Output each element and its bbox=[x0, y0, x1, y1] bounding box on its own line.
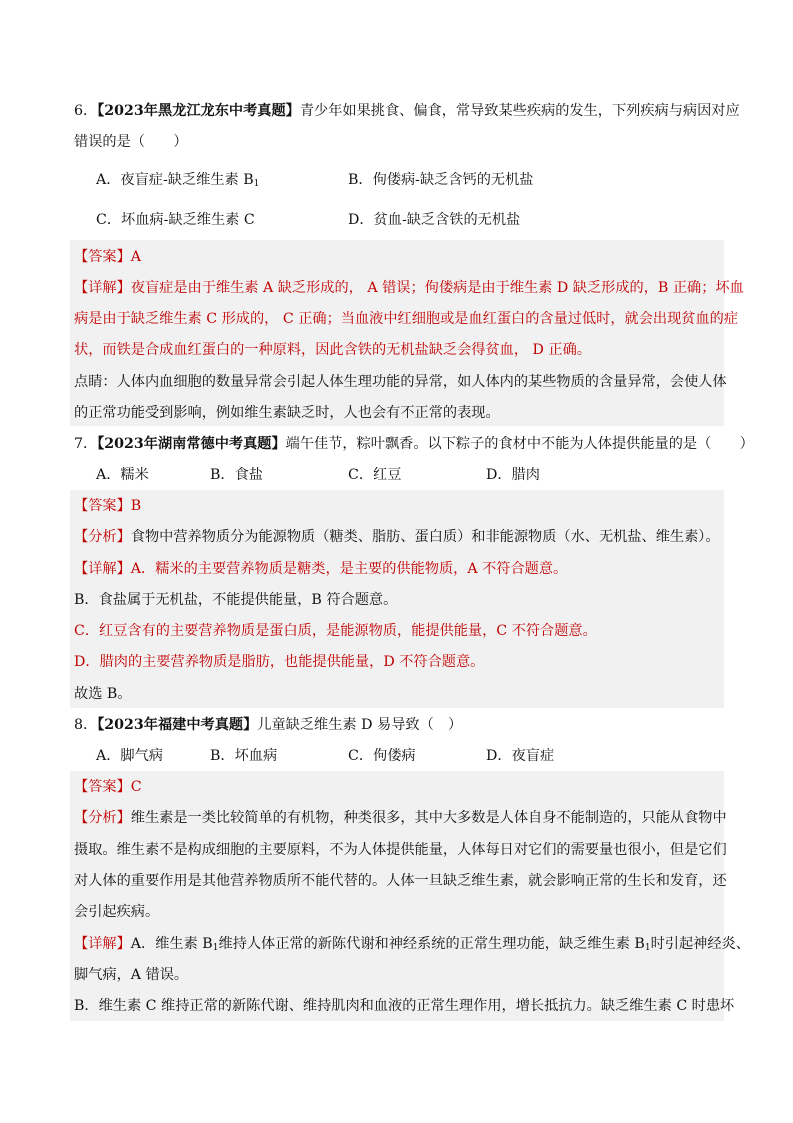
q7-conclusion: 故选 B。 bbox=[74, 686, 132, 702]
q8-analysis-1: 【分析】维生素是一类比较简单的有机物，种类很多，其中大多数是人体自身不能制造的，只能从食物中 bbox=[74, 810, 727, 826]
q8-option-c: C．佝偻病 bbox=[348, 748, 416, 764]
q6-stem-line-1 bbox=[74, 102, 740, 120]
q7-option-c: C．红豆 bbox=[348, 467, 402, 483]
q8-option-b: B．坏血病 bbox=[210, 748, 278, 764]
q7-detail-d: D．腊肉的主要营养物质是脂肪，也能提供能量，D 不符合题意。 bbox=[74, 654, 485, 670]
q7-option-b: B．食盐 bbox=[210, 467, 263, 483]
q8-answer: 【答案】C bbox=[74, 779, 142, 795]
q7-detail-c: C．红豆含有的主要营养物质是蛋白质，是能源物质，能提供能量，C 不符合题意。 bbox=[74, 623, 597, 639]
q8-detail-a-2: 脚气病，A 错误。 bbox=[74, 967, 189, 983]
q8-analysis-3: 对人体的重要作用是其他营养物质所不能代替的。人体一旦缺乏维生素，就会影响正常的生长和发育，还 bbox=[74, 873, 727, 889]
q7-option-d: D．腊肉 bbox=[486, 467, 540, 483]
q7-detail-b: B．食盐属于无机盐，不能提供能量，B 符合题意。 bbox=[74, 592, 398, 608]
q6-answer-block bbox=[70, 240, 724, 426]
q7-stem: 7．【2023年湖南常德中考真题】端午佳节，粽叶飘香。以下粽子的食材中不能为人体提供能量的是（ ） bbox=[74, 436, 754, 452]
q8-analysis-2: 摄取。维生素不是构成细胞的主要原料，不为人体提供能量，人体每日对它们的需要量也很小，但是它们 bbox=[74, 842, 727, 858]
q6-option-c: C．坏血病-缺乏维生素 C bbox=[96, 212, 255, 228]
q8-detail-b: B．维生素 C 维持正常的新陈代谢、维持肌肉和血液的正常生理作用，增长抵抗力。缺乏维生素 C 时患坏 bbox=[74, 998, 735, 1014]
q7-detail-a: 【详解】A．糯米的主要营养物质是糖类，是主要的供能物质，A 不符合题意。 bbox=[74, 561, 568, 577]
q8-detail-a-1: 【详解】A．维生素 $B_1$维持人体正常的新陈代谢和神经系统的正常生理功能，缺乏维生素 $B_1$时引起神经炎、 bbox=[74, 936, 750, 953]
q7-answer: 【答案】B bbox=[74, 498, 142, 514]
q6-detail-1: 【详解】夜盲症是由于维生素 A 缺乏形成的， A 错误；佝偻病是由于维生素 D 缺乏形成的，B 正确；坏血 bbox=[74, 280, 744, 296]
q7-analysis: 【分析】食物中营养物质分为能源物质（糖类、脂肪、蛋白质）和非能源物质（水、无机盐、维生素）。 bbox=[74, 529, 720, 545]
q6-comment-1: 点睛：人体内血细胞的数量异常会引起人体生理功能的异常，如人体内的某些物质的含量异常，会使人体 bbox=[74, 374, 727, 390]
q6-number: 6． bbox=[74, 103, 98, 119]
q6-source: 【2023年黑龙江龙东中考真题】 bbox=[97, 103, 300, 119]
q6-option-a: A．夜盲症-缺乏维生素 $B_1$ bbox=[96, 172, 260, 189]
q8-option-a: A．脚气病 bbox=[96, 748, 163, 764]
q6-option-b: B．佝偻病-缺乏含钙的无机盐 bbox=[348, 172, 534, 188]
q6-stem-2: 错误的是（ ） bbox=[74, 134, 188, 150]
q8-stem: 8．【2023年福建中考真题】儿童缺乏维生素 D 易导致（ ） bbox=[74, 717, 463, 733]
q6-detail-3: 状，而铁是合成血红蛋白的一种原料，因此含铁的无机盐缺乏会得贫血， D 正确。 bbox=[74, 342, 591, 358]
q8-analysis-4: 会引起疾病。 bbox=[74, 904, 160, 920]
q6-comment-2: 的正常功能受到影响，例如维生素缺乏时，人也会有不正常的表现。 bbox=[74, 405, 500, 421]
q6-option-d: D．贫血-缺乏含铁的无机盐 bbox=[348, 212, 521, 228]
q6-answer: 【答案】A bbox=[74, 249, 142, 265]
q8-option-d: D．夜盲症 bbox=[486, 748, 555, 764]
q6-stem-1: 青少年如果挑食、偏食，常导致某些疾病的发生，下列疾病与病因对应 bbox=[299, 103, 740, 119]
q6-detail-2: 病是由于缺乏维生素 C 形成的， C 正确；当血液中红细胞或是血红蛋白的含量过低时，就会出现贫血的症 bbox=[74, 311, 739, 327]
q7-option-a: A．糯米 bbox=[96, 467, 149, 483]
